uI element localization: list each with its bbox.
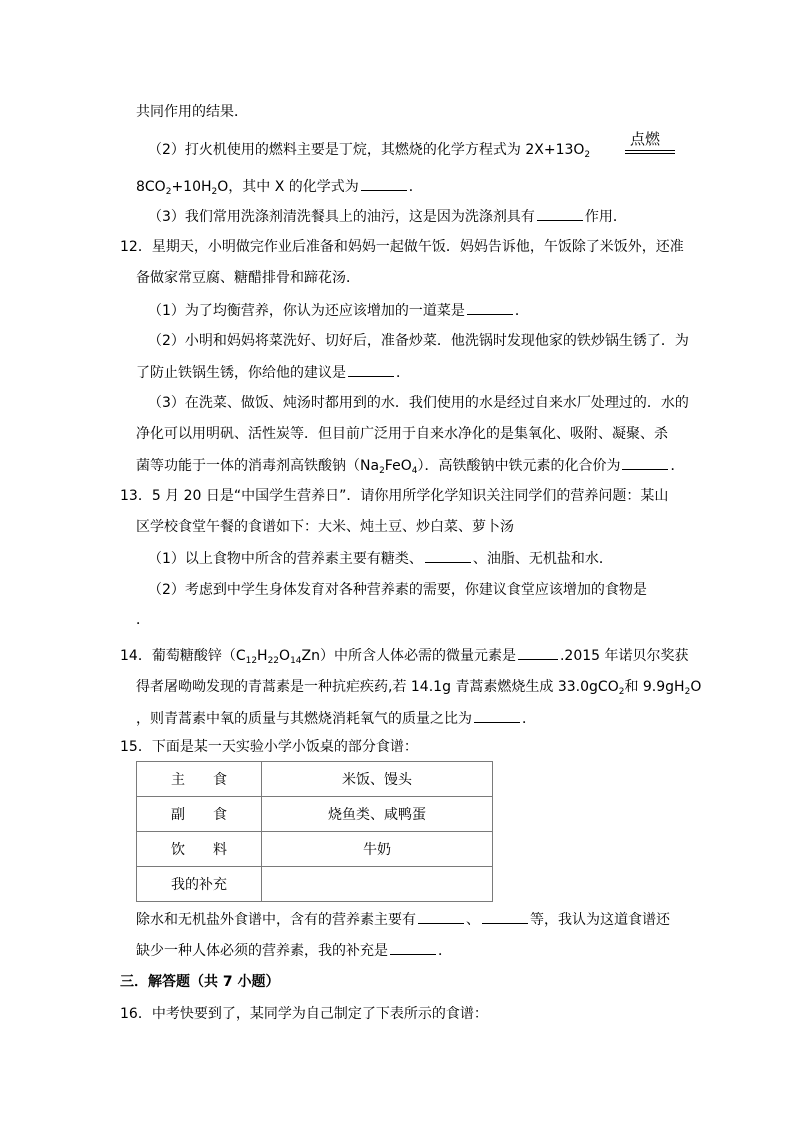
question-14: 14．葡萄糖酸锌$(C_{12}H_{22}O_{14}Zn)$中所含人体必需的微量元素是 .2015 年诺贝尔奖获 — [120, 645, 689, 666]
equals-bar-top — [625, 150, 675, 151]
question-12-3-cont2: 菌等功能于一体的消毒剂高铁酸钠$(Na_2FeO_4)$．高铁酸钠中铁元素的化合价为 ． — [136, 455, 684, 476]
question-13-1: （1）以上食物中所含的营养素主要有糖类、 、油脂、无机盐和水． — [148, 548, 613, 569]
menu-label: 主 食 — [137, 762, 262, 797]
question-12-stem-cont: 备做家常豆腐、糖醋排骨和蹄花汤． — [136, 270, 360, 286]
menu-label: 副 食 — [137, 797, 262, 832]
answer-blank[interactable] — [482, 909, 528, 924]
table-row — [137, 797, 493, 832]
menu-value-empty[interactable] — [262, 867, 493, 902]
question-13-2: （2）考虑到中学生身体发育对各种营养素的需要，你建议食堂应该增加的食物是 — [148, 582, 647, 598]
menu-table — [136, 761, 493, 902]
answer-blank[interactable] — [418, 909, 464, 924]
question-13-2-end: ． — [136, 612, 150, 628]
answer-blank[interactable] — [467, 300, 513, 315]
question-15-after: 除水和无机盐外食谱中，含有的营养素主要有 、 等，我认为这道食谱还 — [136, 909, 670, 930]
question-12-2-cont: 了防止铁锅生锈，你给他的建议是 ． — [136, 362, 410, 383]
section-heading: 三．解答题（共 7 小题） — [120, 974, 280, 990]
question-16: 16．中考快要到了，某同学为自己制定了下表所示的食谱： — [120, 1006, 488, 1022]
menu-value: 牛奶 — [262, 832, 493, 867]
table-row — [137, 762, 493, 797]
text-line: 共同作用的结果． — [136, 104, 248, 120]
answer-blank[interactable] — [425, 548, 471, 563]
menu-value: 米饭、馒头 — [262, 762, 493, 797]
question-11-2: （2）打火机使用的燃料主要是丁烷，其燃烧的化学方程式为 $2X+13O_2$ — [148, 142, 591, 160]
question-12-2: （2）小明和妈妈将菜洗好、切好后，准备炒菜．他洗锅时发现他家的铁炒锅生锈了．为 — [148, 333, 689, 349]
question-12-3-cont: 净化可以用明矾、活性炭等．但目前广泛用于自来水净化的是集氧化、吸附、凝聚、杀 — [136, 426, 668, 442]
answer-blank[interactable] — [390, 940, 436, 955]
question-14-cont2: ，则青蒿素中氧的质量与其燃烧消耗氧气的质量之比为 ． — [136, 708, 536, 729]
answer-blank[interactable] — [348, 362, 394, 377]
equation-product-line: $8CO_2+10H_2O$，其中 X 的化学式为 ． — [136, 176, 423, 197]
equation-condition-sign — [625, 132, 675, 150]
question-13-stem-cont: 区学校食堂午餐的食谱如下：大米、炖土豆、炒白菜、萝卜汤 — [136, 519, 514, 535]
question-12-stem: 12．星期天，小明做完作业后准备和妈妈一起做午饭．妈妈告诉他，午饭除了米饭外，还准 — [120, 239, 684, 255]
answer-blank[interactable] — [518, 645, 558, 660]
answer-blank[interactable] — [361, 176, 407, 191]
table-row — [137, 867, 493, 902]
menu-label: 饮 料 — [137, 832, 262, 867]
question-15-stem: 15．下面是某一天实验小学小饭桌的部分食谱： — [120, 739, 418, 755]
answer-blank[interactable] — [622, 455, 668, 470]
menu-value: 烧鱼类、咸鸭蛋 — [262, 797, 493, 832]
menu-label: 我的补充 — [137, 867, 262, 902]
question-12-3: （3）在洗菜、做饭、炖汤时都用到的水．我们使用的水是经过自来水厂处理过的．水的 — [148, 395, 689, 411]
answer-blank[interactable] — [474, 708, 520, 723]
equals-bar-bottom — [625, 153, 675, 154]
table-row — [137, 832, 493, 867]
question-15-after-cont: 缺少一种人体必须的营养素，我的补充是 ． — [136, 940, 452, 961]
question-13-stem: 13．5 月 20 日是“中国学生营养日”．请你用所学化学知识关注同学们的营养问题：某山 — [120, 488, 669, 504]
question-11-3: （3）我们常用洗涤剂清洗餐具上的油污，这是因为洗涤剂具有 作用． — [148, 206, 627, 227]
answer-blank[interactable] — [537, 206, 583, 221]
question-12-1: （1）为了均衡营养，你认为还应该增加的一道菜是 ． — [148, 300, 529, 321]
ignite-condition: 点燃 — [630, 130, 661, 148]
question-14-cont: 得者屠呦呦发现的青蒿素是一种抗疟疾药,若 14.1g 青蒿素燃烧生成 33.0gCO$_2$和 $9.9gH_2O$ — [136, 679, 702, 697]
